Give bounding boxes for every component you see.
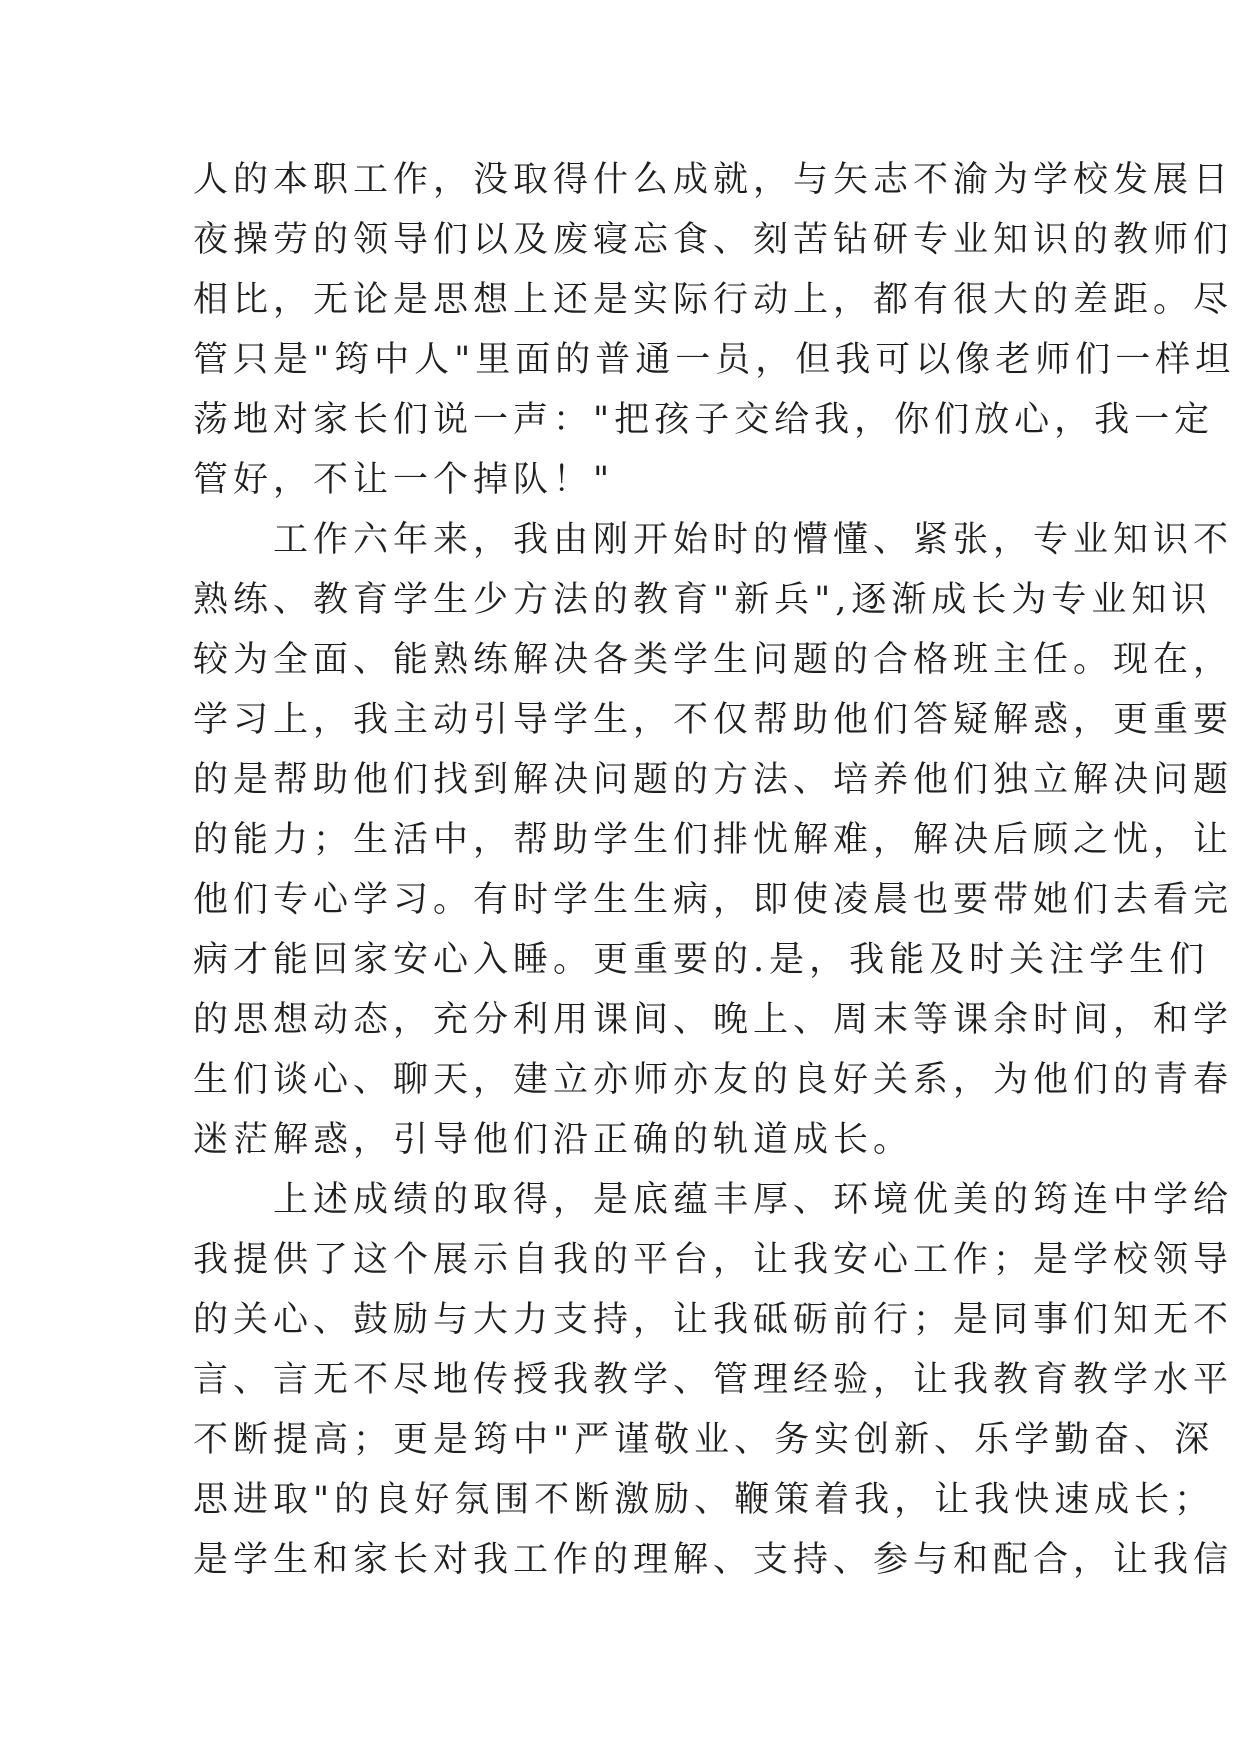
text-line: 荡地对家长们说一声："把孩子交给我，你们放心，我一定 <box>193 400 1215 440</box>
text-line: 的能力；生活中，帮助学生们排忧解难，解决后顾之忧，让 <box>193 820 1234 860</box>
text-line: 夜操劳的领导们以及废寝忘食、刻苦钻研专业知识的教师们 <box>193 220 1234 260</box>
text-line: 管只是"筠中人"里面的普通一员，但我可以像老师们一样坦 <box>193 340 1236 380</box>
text-line: 上述成绩的取得，是底蕴丰厚、环境优美的筠连中学给 <box>193 1180 1234 1220</box>
text-line: 工作六年来，我由刚开始时的懵懂、紧张，专业知识不 <box>193 520 1234 560</box>
text-line: 思进取"的良好氛围不断激励、鞭策着我，让我快速成长； <box>193 1480 1215 1520</box>
text-line: 较为全面、能熟练解决各类学生问题的合格班主任。现在， <box>193 640 1234 680</box>
text-line: 学习上，我主动引导学生，不仅帮助他们答疑解惑，更重要 <box>193 700 1234 740</box>
text-line: 言、言无不尽地传授我教学、管理经验，让我教育教学水平 <box>193 1360 1234 1400</box>
text-line: 相比，无论是思想上还是实际行动上，都有很大的差距。尽 <box>193 280 1234 320</box>
text-line: 我提供了这个展示自我的平台，让我安心工作；是学校领导 <box>193 1240 1234 1280</box>
document-body <box>193 150 1236 1590</box>
text-line: 不断提高；更是筠中"严谨敬业、务实创新、乐学勤奋、深 <box>193 1420 1215 1460</box>
text-line: 迷茫解惑，引导他们沿正确的轨道成长。 <box>193 1120 914 1160</box>
text-line: 病才能回家安心入睡。更重要的.是，我能及时关注学生们 <box>193 940 1210 980</box>
text-line: 管好，不让一个掉队！" <box>193 460 615 500</box>
text-line: 他们专心学习。有时学生生病，即使凌晨也要带她们去看完 <box>193 880 1234 920</box>
text-line: 的是帮助他们找到解决问题的方法、培养他们独立解决问题 <box>193 760 1234 800</box>
text-line: 是学生和家长对我工作的理解、支持、参与和配合，让我信 <box>193 1540 1234 1580</box>
text-line: 人的本职工作，没取得什么成就，与矢志不渝为学校发展日 <box>193 160 1234 200</box>
text-line: 的思想动态，充分利用课间、晚上、周末等课余时间，和学 <box>193 1000 1234 1040</box>
text-line: 的关心、鼓励与大力支持，让我砥砺前行；是同事们知无不 <box>193 1300 1234 1340</box>
text-line: 生们谈心、聊天，建立亦师亦友的良好关系，为他们的青春 <box>193 1060 1234 1100</box>
text-line: 熟练、教育学生少方法的教育"新兵",逐渐成长为专业知识 <box>193 580 1212 620</box>
